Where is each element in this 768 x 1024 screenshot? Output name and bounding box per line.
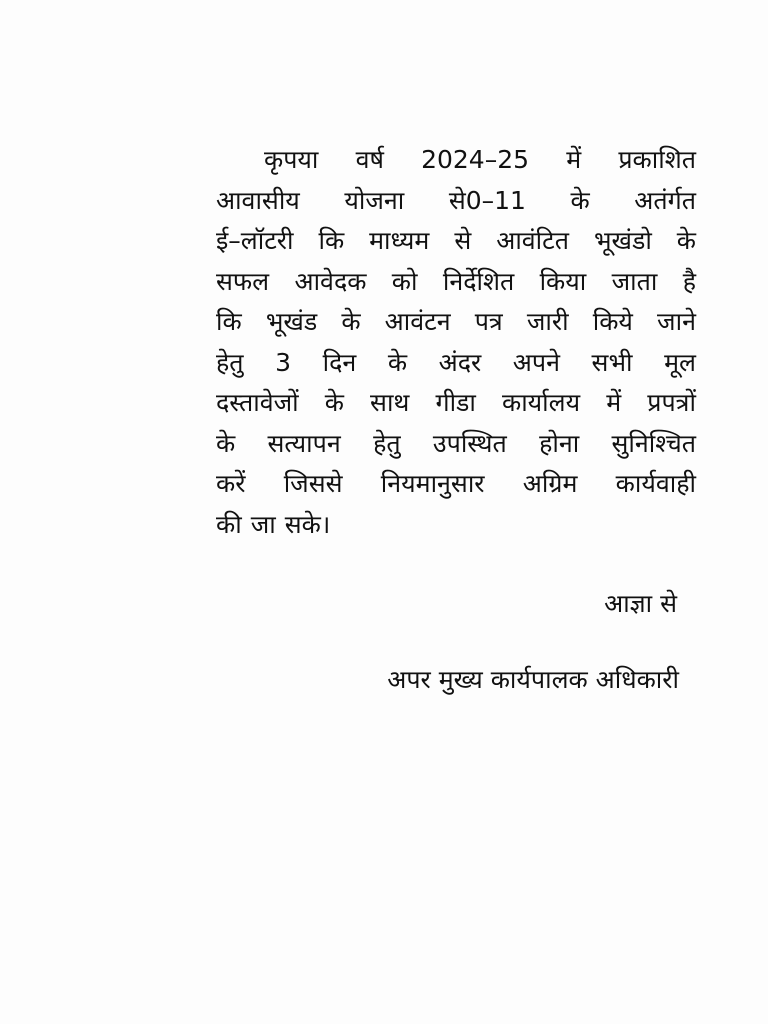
notice-word: के	[216, 428, 236, 458]
notice-word: करें	[216, 469, 246, 498]
notice-line	[216, 383, 696, 424]
notice-word: अंदर	[438, 347, 482, 377]
by-order-text: आज्ञा से	[604, 589, 677, 618]
notice-line	[216, 262, 696, 303]
notice-line	[216, 140, 696, 181]
notice-word: की	[216, 509, 242, 539]
notice-line	[216, 343, 696, 384]
notice-line	[216, 181, 696, 222]
notice-word: के	[570, 185, 590, 215]
notice-word: पत्र	[474, 307, 503, 336]
notice-word: सत्यापन	[267, 428, 341, 458]
notice-word: योजना	[344, 185, 405, 215]
notice-word: प्रपत्रों	[647, 388, 696, 417]
notice-word: ई–लॉटरी	[216, 226, 294, 255]
notice-word: अतंर्गत	[634, 185, 696, 215]
notice-word: आवंटित	[496, 226, 569, 255]
notice-word: में	[566, 145, 582, 174]
notice-word: सुनिश्चित	[611, 428, 696, 458]
notice-word: माध्यम	[369, 226, 430, 255]
notice-word: 2024–25	[421, 145, 530, 174]
notice-word: उपस्थित	[432, 428, 507, 458]
notice-word: निर्देशित	[442, 266, 515, 296]
notice-line	[216, 464, 696, 505]
notice-word: से	[454, 226, 472, 255]
notice-word: सभी	[591, 347, 633, 377]
notice-word: जाने	[657, 307, 696, 336]
notice-word: जाता	[611, 266, 658, 296]
signatory-designation: अपर मुख्य कार्यपालक अधिकारी	[387, 665, 679, 694]
notice-word: के	[341, 307, 361, 336]
notice-word: वर्ष	[355, 145, 384, 174]
notice-word: गीडा	[435, 388, 476, 417]
notice-word: सफल	[216, 266, 270, 296]
notice-word: जारी	[526, 307, 569, 336]
notice-word: में	[606, 388, 622, 417]
notice-word: अग्रिम	[522, 469, 578, 498]
notice-word: सके।	[284, 509, 331, 539]
notice-word: प्रकाशित	[618, 145, 696, 174]
notice-word: साथ	[370, 388, 410, 417]
notice-word: हेतु	[373, 428, 401, 458]
notice-word: आवासीय	[216, 185, 300, 215]
notice-line	[216, 505, 696, 546]
notice-line	[216, 221, 696, 262]
notice-body	[216, 140, 696, 545]
notice-word: के	[387, 347, 408, 377]
notice-word: कि	[216, 307, 242, 336]
notice-word: 3	[275, 347, 292, 377]
notice-word: कार्यालय	[502, 388, 581, 417]
notice-word: जा	[250, 509, 276, 539]
notice-word: मूल	[664, 347, 696, 377]
notice-word: आवंटन	[384, 307, 451, 336]
notice-word: को	[391, 266, 418, 296]
notice-word: कृपया	[264, 145, 319, 174]
notice-word: किया	[539, 266, 587, 296]
notice-word: अपने	[512, 347, 560, 377]
notice-word: होना	[539, 428, 580, 458]
notice-word: नियमानुसार	[380, 469, 485, 498]
notice-word: दिन	[322, 347, 357, 377]
notice-word: आवेदक	[294, 266, 367, 296]
notice-line	[216, 302, 696, 343]
notice-word: से0–11	[448, 185, 526, 215]
notice-word: हेतु	[216, 347, 244, 377]
notice-word: कि	[318, 226, 345, 255]
notice-line	[216, 424, 696, 465]
notice-word: दस्तावेजों	[216, 388, 299, 417]
notice-word: है	[682, 266, 696, 296]
notice-word: भूखंडो	[593, 226, 652, 255]
notice-word: कार्यवाही	[615, 469, 696, 498]
notice-word: भूखंड	[265, 307, 318, 336]
notice-word: के	[324, 388, 344, 417]
notice-word: के	[676, 226, 696, 255]
notice-word: किये	[592, 307, 633, 336]
notice-word: जिससे	[283, 469, 343, 498]
